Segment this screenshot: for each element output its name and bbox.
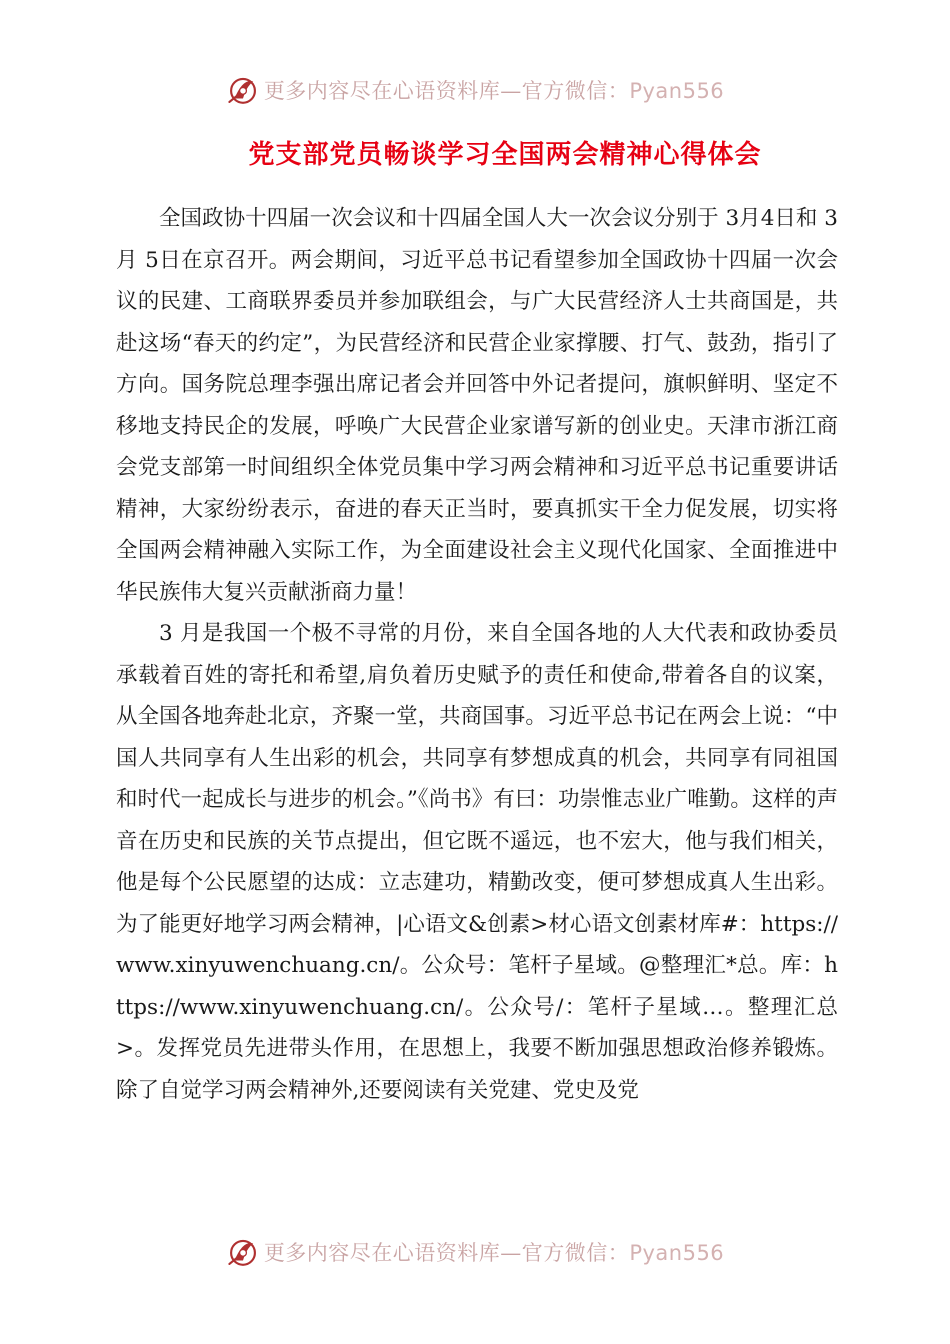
footer-banner-text: 更多内容尽在心语资料库—官方微信：Pyan556 xyxy=(263,1241,725,1265)
header-banner xyxy=(0,70,950,110)
footer-wechat-id: Pyan556 xyxy=(629,1241,725,1265)
paragraph-1: 全国政协十四届一次会议和十四届全国人大一次会议分别于 3月4日和 3月 5日在京召开。两会期间，习近平总书记看望参加全国政协十四届一次会议的民建、工商联界委员并参加联组会，与广大民营经济人士共商国是，共赴这场“春天的约定”，为民营经济和民营企业家撑腰、打气、鼓劲，指引了方向。国务院总理李强出席记者会并回答中外记者提问，旗帜鲜明、坚定不移地支持民企的发展，呼唤广大民营企业家谱写新的创业史。天津市浙江商会党支部第一时间组织全体党员集中学习两会精神和习近平总书记重要讲话精神，大家纷纷表示，奋进的春天正当时，要真抓实干全力促发展，切实将全国两会精神融入实际工作，为全面建设社会主义现代化国家、全面推进中华民族伟大复兴贡献浙商力量！ xyxy=(116,206,838,605)
paragraph-2: 3 月是我国一个极不寻常的月份，来自全国各地的人大代表和政协委员承载着百姓的寄托和希望,肩负着历史赋予的责任和使命,带着各自的议案，从全国各地奔赴北京，齐聚一堂，共商国事。习近平总书记在两会上说：“中国人共同享有人生出彩的机会，共同享有梦想成真的机会，共同享有同祖国和时代一起成长与进步的机会。”《尚书》有曰：功崇惟志业广唯勤。这样的声音在历史和民族的关节点提出，但它既不遥远，也不宏大，他与我们相关，他是每个公民愿望的达成：立志建功，精勤改变，便可梦想成真人生出彩。为了能更好地学习两会精神，|心语文&创素>材心语文创素材库#：https://www.xinyuwenchuang.cn/。公众号：笔杆子星域。@整理汇*总。库：https://www.xinyuwenchuang.cn/。公众号/：笔杆子星域…。整理汇总>。发挥党员先进带头作用，在思想上，我要不断加强思想政治修养锻炼。除了自觉学习两会精神外,还要阅读有关党建、党史及党 xyxy=(116,621,838,1103)
document-body xyxy=(116,198,838,1111)
xinyu-library-logo-icon xyxy=(226,1235,260,1269)
footer-banner xyxy=(0,1232,950,1272)
page-title: 党支部党员畅谈学习全国两会精神心得体会 xyxy=(248,140,762,170)
header-wechat-id: Pyan556 xyxy=(629,79,725,103)
header-banner-text: 更多内容尽在心语资料库—官方微信：Pyan556 xyxy=(263,79,725,103)
xinyu-library-logo-icon xyxy=(226,73,260,107)
